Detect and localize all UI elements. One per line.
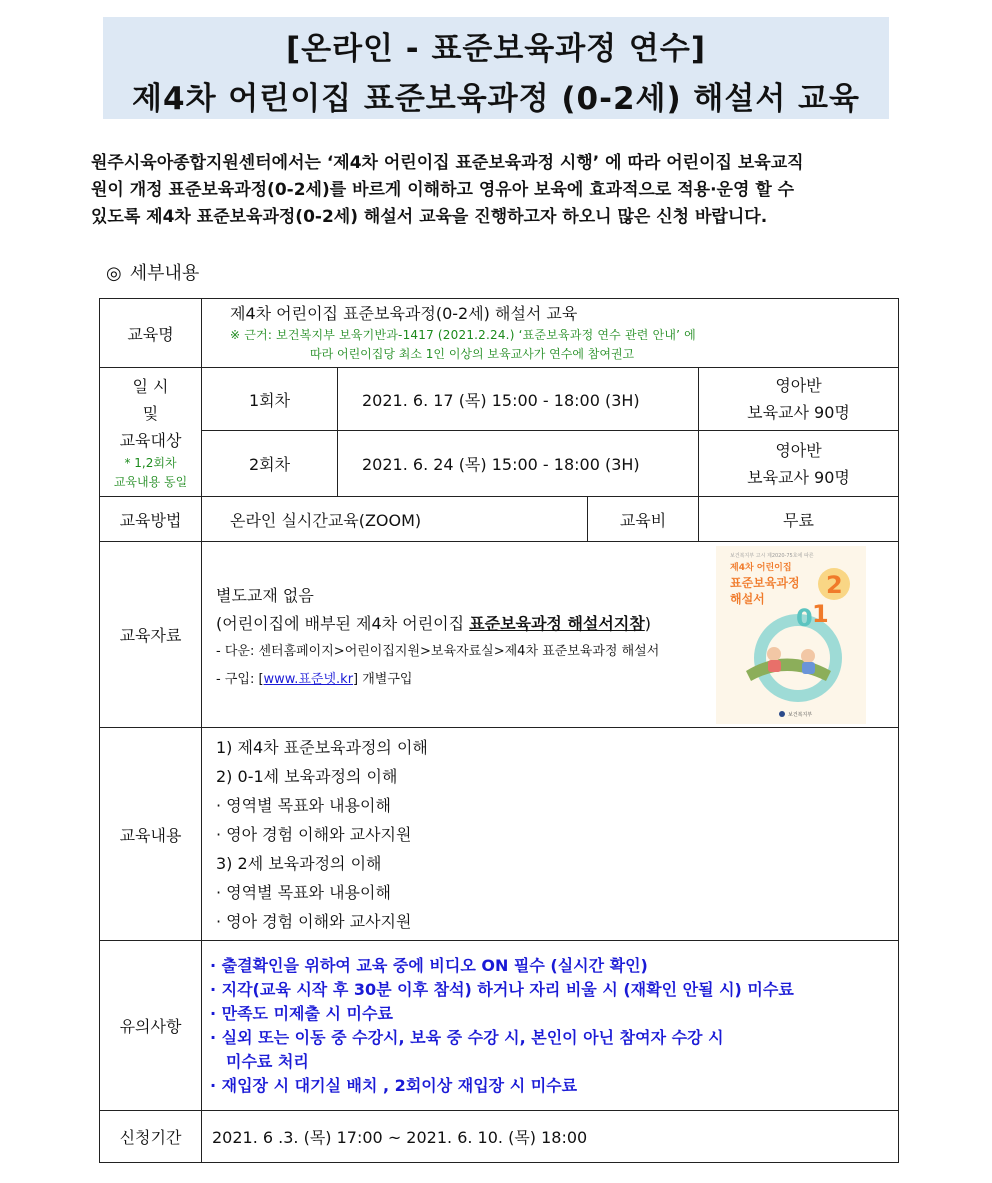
table-row (100, 1111, 899, 1163)
course-name-label: 교육명 (100, 299, 202, 368)
book-digit-one: 1 (812, 600, 829, 628)
table-row (100, 431, 899, 497)
contents-item: · 영아 경험 이해와 교사지원 (216, 911, 412, 931)
table-row (100, 941, 899, 1111)
materials-download: - 다운: 센터홈페이지>어린이집지원>보육자료실>제4차 표준보육과정 해설서 (216, 643, 660, 659)
caution-item: · 출결확인을 위하여 교육 중에 비디오 ON 필수 (실시간 확인) (210, 955, 648, 975)
materials-purchase: - 구입: [www.표준넷.kr] 개별구입 (216, 671, 413, 687)
section-heading-text: 세부내용 (129, 263, 200, 284)
contents-item: 2) 0-1세 보육과정의 이해 (216, 766, 398, 786)
title-line2: 제4차 어린이집 표준보육과정 (0-2세) 해설서 교육 (132, 81, 860, 117)
schedule-label (100, 368, 202, 497)
table-row (100, 497, 899, 542)
fee-value: 무료 (699, 497, 899, 542)
circle-mark-icon: ◎ (106, 263, 122, 284)
schedule-note: 교육내용 동일 (113, 474, 188, 489)
session-target-line: 보육교사 90명 (747, 403, 850, 422)
fee-label: 교육비 (588, 497, 699, 542)
contents-item: 3) 2세 보육과정의 이해 (216, 853, 382, 873)
course-name-value: 제4차 어린이집 표준보육과정(0-2세) 해설서 교육 (230, 304, 578, 323)
session-target (699, 368, 899, 431)
contents-cell (202, 728, 899, 941)
intro-line: 원이 개정 표준보육과정(0-2세)를 바르게 이해하고 영유아 보육에 효과적으로 적용·운영 할 수 (91, 180, 795, 200)
book-digit-zero: 0 (796, 604, 813, 632)
table-row (100, 368, 899, 431)
contents-item: · 영아 경험 이해와 교사지원 (216, 824, 412, 844)
schedule-label-line: 및 (142, 403, 159, 423)
contents-list (216, 733, 898, 936)
materials-label: 교육자료 (100, 542, 202, 728)
schedule-label-line: 교육대상 (119, 430, 182, 450)
session-round: 2회차 (202, 431, 338, 497)
application-value: 2021. 6 .3. (목) 17:00 ~ 2021. 6. 10. (목) 18:00 (202, 1111, 899, 1163)
contents-label: 교육내용 (100, 728, 202, 941)
cautions-list (210, 954, 898, 1098)
details-table (99, 298, 899, 1163)
contents-item: · 영역별 목표와 내용이해 (216, 882, 391, 902)
application-label: 신청기간 (100, 1111, 202, 1163)
schedule-note: * 1,2회차 (124, 455, 177, 470)
materials-line: (어린이집에 배부된 제4차 어린이집 표준보육과정 해설서지참) (216, 613, 651, 633)
cautions-label: 유의사항 (100, 941, 202, 1111)
book-cover-illustration (716, 546, 866, 724)
caution-item: 미수료 처리 (226, 1051, 309, 1071)
title-banner (103, 17, 889, 119)
cautions-cell (202, 941, 899, 1111)
schedule-label-line: 일 시 (132, 376, 169, 396)
intro-line: 원주시육아종합지원센터에서는 ‘제4차 어린이집 표준보육과정 시행’ 에 따라 어린이집 보육교직 (91, 153, 804, 173)
materials-line: 별도교재 없음 (216, 585, 314, 605)
book-cover (716, 546, 866, 724)
intro-line: 있도록 제4차 표준보육과정(0-2세) 해설서 교육을 진행하고자 하오니 많은 신청 바랍니다. (91, 207, 768, 227)
purchase-link[interactable]: www.표준넷.kr (263, 671, 354, 687)
session-target-line: 보육교사 90명 (747, 467, 850, 487)
method-value: 온라인 실시간교육(ZOOM) (202, 497, 588, 542)
session-datetime: 2021. 6. 17 (목) 15:00 - 18:00 (3H) (338, 368, 699, 431)
contents-item: 1) 제4차 표준보육과정의 이해 (216, 737, 428, 757)
session-round: 1회차 (202, 368, 338, 431)
caution-item: · 실외 또는 이동 중 수강시, 보육 중 수강 시, 본인이 아닌 참여자 수강 시 (210, 1027, 724, 1047)
book-top-text: 보건복지부 고시 제2020-75호에 따른 (730, 553, 814, 559)
contents-item: · 영역별 목표와 내용이해 (216, 795, 391, 815)
section-heading (106, 259, 199, 285)
session-target (699, 431, 899, 497)
caution-item: · 만족도 미제출 시 미수료 (210, 1003, 393, 1023)
caution-item: · 지각(교육 시작 후 30분 이후 참석) 하거나 자리 비울 시 (재확인 안될 시) 미수료 (210, 979, 794, 999)
book-title-line3: 해설서 (730, 592, 765, 606)
course-name-note-line2: 따라 어린이집당 최소 1인 이상의 보육교사가 연수에 참여권고 (310, 347, 635, 361)
title-line1: [온라인 - 표준보육과정 연수] (286, 31, 706, 67)
session-target-line: 영아반 (775, 440, 822, 460)
table-row (100, 728, 899, 941)
book-title-line2: 표준보육과정 (730, 576, 800, 590)
session-target-line: 영아반 (775, 376, 822, 395)
method-label: 교육방법 (100, 497, 202, 542)
materials-bold: 표준보육과정 해설서지참 (469, 613, 645, 633)
caution-item: · 재입장 시 대기실 배치 , 2회이상 재입장 시 미수료 (210, 1075, 578, 1095)
session-datetime: 2021. 6. 24 (목) 15:00 - 18:00 (3H) (338, 431, 699, 497)
book-digit-two: 2 (826, 571, 843, 599)
course-name-cell (202, 299, 899, 368)
intro-paragraph (91, 150, 897, 231)
table-row (100, 299, 899, 368)
course-name-note-line1: ※ 근거: 보건복지부 보육기반과-1417 (2021.2.24.) ‘표준보육과정 연수 관련 안내’ 에 (230, 328, 696, 342)
book-title-line1: 제4차 어린이집 (730, 563, 792, 573)
book-publisher: 보건복지부 (788, 712, 813, 718)
